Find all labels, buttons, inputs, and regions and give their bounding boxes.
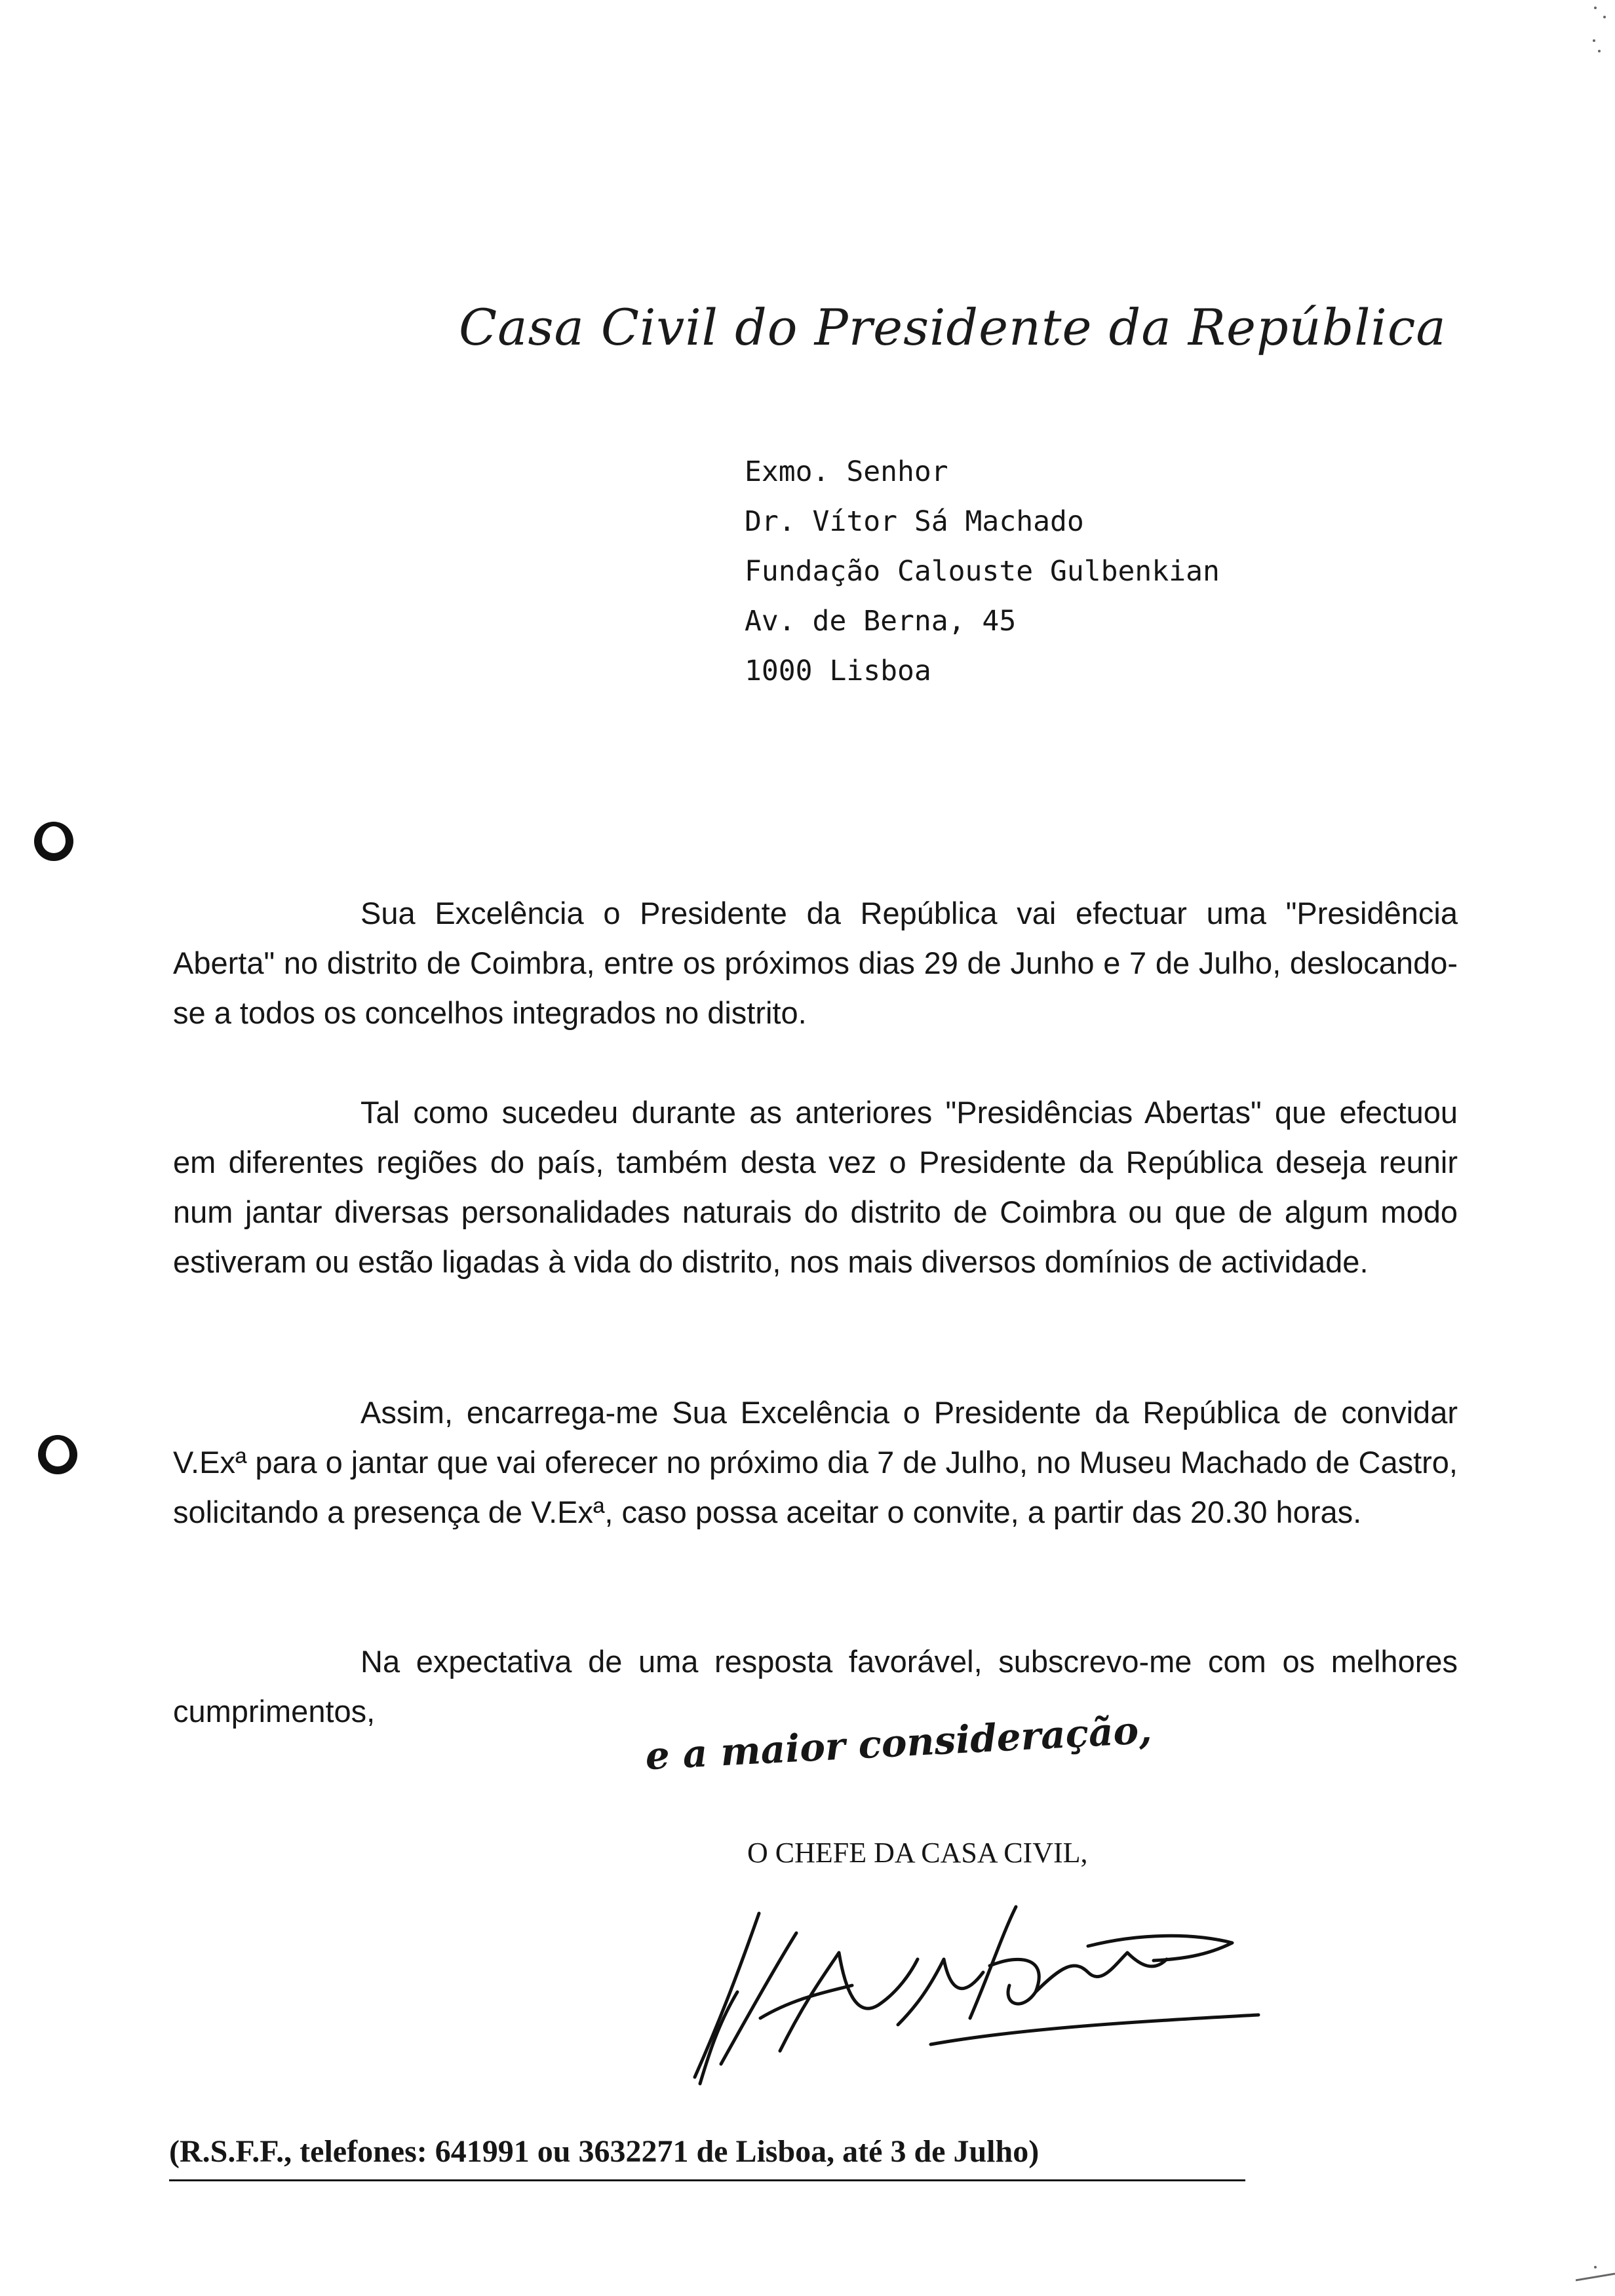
signature xyxy=(682,1894,1272,2090)
body-paragraph: Sua Excelência o Presidente da República vai efectuar uma "Presidência Aberta" no distrito de Coimbra, entre os próximos dias 29 de Junho e 7 de Julho, deslocando-se a todos os concelhos integrados no distrito. xyxy=(173,896,1458,1030)
body-paragraph: Na expectativa de uma resposta favorável, subscrevo-me com os melhores cumprimentos, xyxy=(173,1644,1458,1729)
punch-hole-icon xyxy=(34,822,73,861)
recipient-address xyxy=(745,452,1220,701)
scan-edge-marks xyxy=(1576,0,1615,2296)
footer-underline xyxy=(169,2179,1245,2181)
body-paragraph: Assim, encarrega-me Sua Excelência o Presidente da República de convidar V.Exª para o jantar que vai oferecer no próximo dia 7 de Julho, no Museu Machado de Castro, solicitando a presença de V.Exª, caso possa aceitar o convite, a partir das 20.30 horas. xyxy=(173,1395,1458,1529)
punch-hole-icon xyxy=(38,1435,77,1474)
body-paragraph: Tal como sucedeu durante as anteriores "Presidências Abertas" que efectuou em diferentes regiões do país, também desta vez o Presidente da República deseja reunir num jantar diversas personalidades naturais do distrito de Coimbra ou que de algum modo estiveram ou estão ligadas à vida do distrito, nos mais diversos domínios de actividade. xyxy=(173,1095,1458,1279)
recipient-city: 1000 Lisboa xyxy=(745,655,931,687)
recipient-salutation: Exmo. Senhor xyxy=(745,455,948,488)
letterhead: Casa Civil do Presidente da República xyxy=(459,298,1447,356)
recipient-name: Dr. Vítor Sá Machado xyxy=(745,505,1084,538)
handwritten-closing: e a maior consideração, xyxy=(644,1707,1153,1779)
recipient-organization: Fundação Calouste Gulbenkian xyxy=(745,555,1220,588)
recipient-street: Av. de Berna, 45 xyxy=(745,605,1017,638)
footer-note: (R.S.F.F., telefones: 641991 ou 3632271 de Lisboa, até 3 de Julho) xyxy=(169,2134,1040,2169)
signer-title: O CHEFE DA CASA CIVIL, xyxy=(747,1837,1088,1869)
